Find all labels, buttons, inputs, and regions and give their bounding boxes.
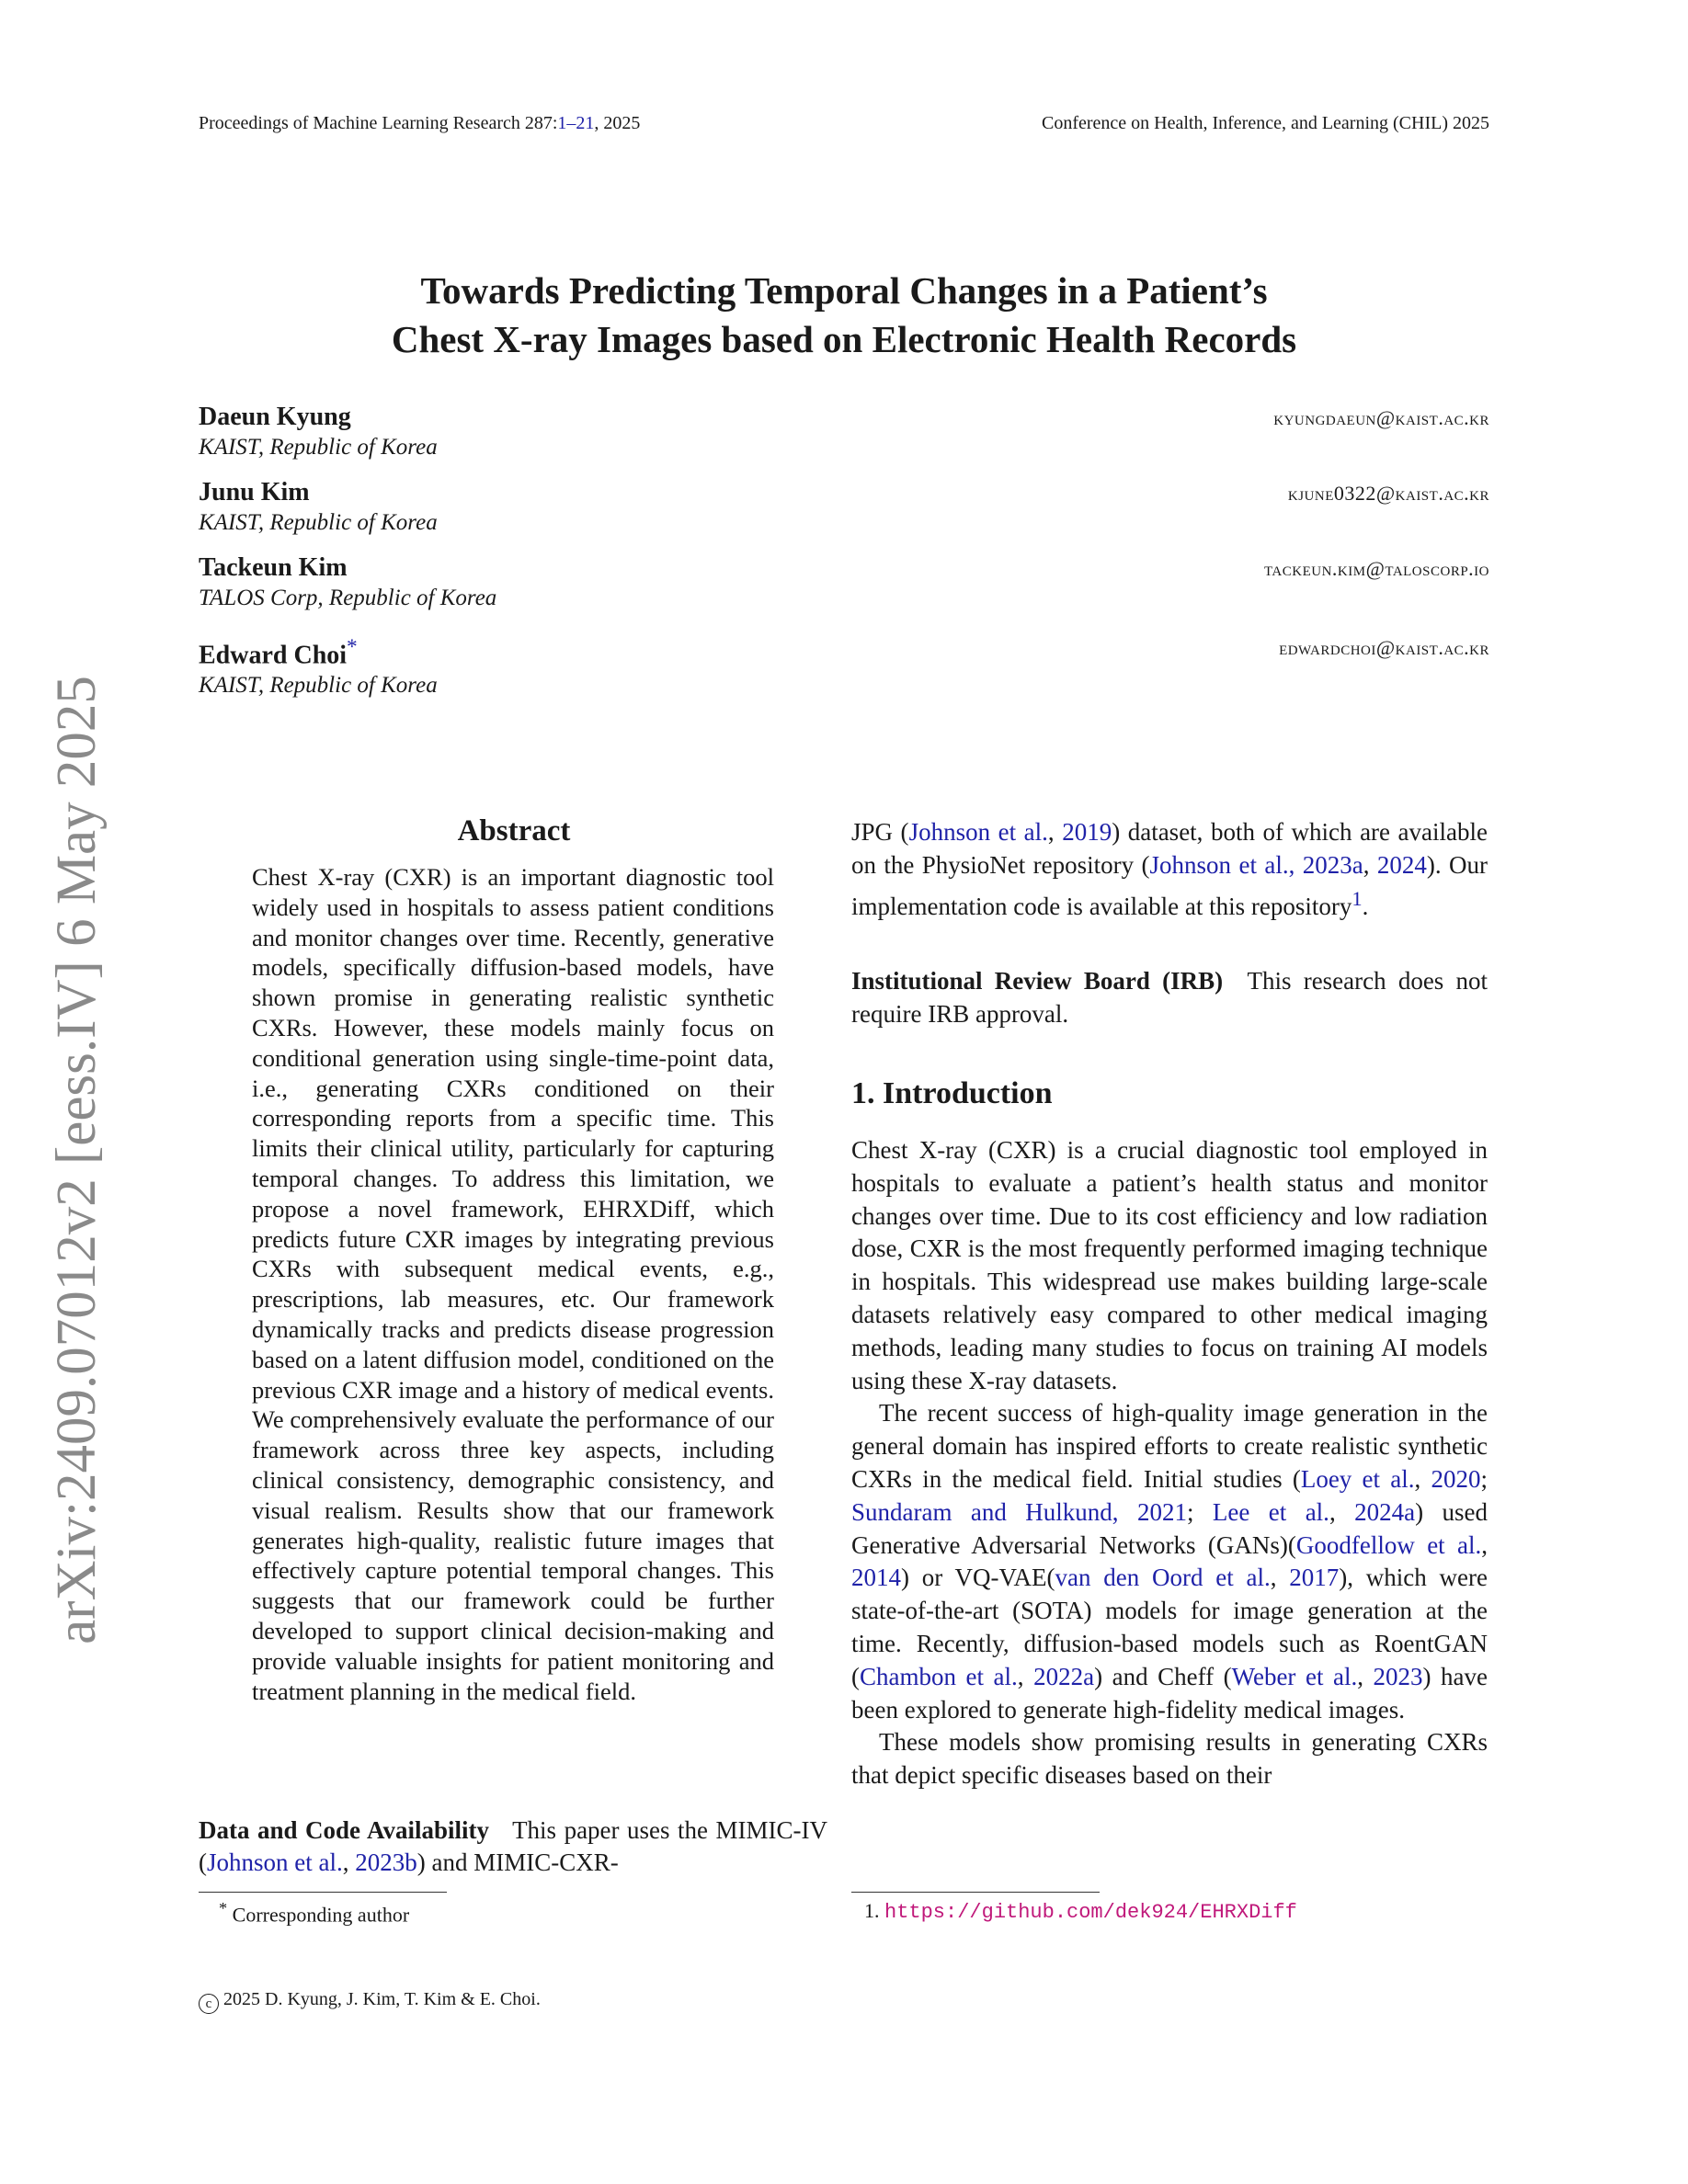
author-name: Junu Kim — [199, 478, 310, 506]
intro-paragraph-3: These models show promising results in generating CXRs that depict specific diseases based on their — [851, 1728, 1488, 1790]
citation-link[interactable]: Chambon et al. — [860, 1662, 1018, 1690]
data-code-heading: Data and Code Availability — [199, 1816, 490, 1844]
footnote-rule-right — [851, 1892, 1100, 1893]
author-affiliation: TALOS Corp, Republic of Korea — [199, 586, 497, 610]
citation-link[interactable]: 2017 — [1289, 1564, 1340, 1592]
citation-link[interactable]: Goodfellow et al. — [1295, 1530, 1482, 1559]
author-block — [199, 478, 1489, 539]
author-affiliation: KAIST, Republic of Korea — [199, 673, 438, 699]
citation-link[interactable]: 2024 — [1376, 850, 1427, 879]
citation-link[interactable]: 2019 — [1062, 818, 1112, 846]
repository-link[interactable]: https://github.com/dek924/EHRXDiff — [884, 1901, 1297, 1924]
author-name: Tackeun Kim — [199, 553, 348, 582]
citation-link[interactable]: 2023 — [1373, 1662, 1423, 1690]
citation-link[interactable]: 2023b — [355, 1848, 417, 1876]
abstract-heading: Abstract — [457, 814, 571, 847]
citation-link[interactable]: 2022a — [1033, 1662, 1095, 1690]
citation-link[interactable]: 2020 — [1431, 1464, 1481, 1493]
page-link-end[interactable]: 21 — [576, 113, 595, 133]
citation-link[interactable]: 2024a — [1354, 1497, 1416, 1526]
copyright-icon: c — [199, 1994, 219, 2014]
corresponding-mark[interactable]: * — [347, 635, 358, 659]
abstract-text: Chest X-ray (CXR) is an important diagnostic tool widely used in hospitals to assess patient conditions and monitor changes over time. Recently, generative models, specifically diffusion-based models, have shown promise in generating realistic synthetic CXRs. However, these models mainly focus on conditional generation using single-time-point data, i.e., generating CXRs conditioned on their corresponding reports from a specific time. This limits their clinical utility, particularly for capturing temporal changes. To address this limitation, we propose a novel framework, EHRXDiff, which predicts future CXR images by integrating previous CXRs with subsequent medical events, e.g., prescriptions, lab measures, etc. Our framework dynamically tracks and predicts disease progression based on a latent diffusion model, conditioned on the previous CXR image and a history of medical events. We comprehensively evaluate the performance of our framework across three key aspects, including clinical consistency, demographic consistency, and visual realism. Results show that our framework generates high-quality, realistic future images that effectively capture potential temporal changes. This suggests that our framework could be further developed to support clinical decision-making and provide valuable insights for patient monitoring and treatment planning in the medical field. — [252, 863, 774, 1705]
citation-link[interactable]: 2014 — [851, 1564, 901, 1592]
page-link-start[interactable]: 1 — [557, 113, 567, 133]
author-block — [199, 403, 1489, 463]
author-email[interactable]: kjune0322@kaist.ac.kr — [1287, 482, 1489, 505]
author-affiliation: KAIST, Republic of Korea — [199, 510, 438, 535]
footnote-rule-left — [199, 1892, 447, 1893]
copyright-notice: c 2025 D. Kyung, J. Kim, T. Kim & E. Choi. — [199, 1989, 541, 2014]
intro-paragraph-2: The recent success of high-quality image generation in the general domain has inspired efforts to create realistic synthetic CXRs in the medical field. Initial studies (Loey et al., 2020; Sundaram and Hulkund, 2021; Lee et al., 2024a) used Generative Adversarial Networks (GANs)(Goodfellow et al., 2014) or VQ-VAE(van den Oord et al., 2017), which were state-of-the-art (SOTA) models for image generation at the time. Recently, diffusion-based models such as RoentGAN (Chambon et al., 2022a) and Cheff (Weber et al., 2023) have been explored to generate high-fidelity medical images. — [851, 1399, 1488, 1723]
footnote-mark[interactable]: 1 — [1352, 886, 1363, 910]
citation-link[interactable]: 2023a — [1302, 850, 1363, 879]
data-code-continued: JPG (Johnson et al., 2019) dataset, both of which are available on the PhysioNet repository (Johnson et al., 2023a, 2024). Our implementation code is available at this repository$^1$. — [851, 818, 1488, 920]
title-line-2: Chest X-ray Images based on Electronic Health Records — [391, 318, 1297, 360]
author-name: Daeun Kyung — [199, 403, 351, 431]
citation-link[interactable]: van den Oord et al. — [1055, 1564, 1271, 1592]
author-email[interactable]: kyungdaeun@kaist.ac.kr — [1273, 406, 1489, 429]
citation-link[interactable]: Weber et al. — [1231, 1662, 1358, 1690]
citation-link[interactable]: Loey et al. — [1300, 1464, 1415, 1493]
intro-body — [851, 1134, 1488, 1792]
paper-title — [0, 267, 1688, 364]
citation-link[interactable]: Sundaram and Hulkund, — [851, 1497, 1119, 1526]
author-email[interactable]: edwardchoi@kaist.ac.kr — [1279, 636, 1489, 659]
citation-link[interactable]: Lee et al. — [1212, 1497, 1329, 1526]
author-name: Edward Choi* — [199, 635, 358, 670]
footnote-left: * Corresponding author — [219, 1899, 410, 1927]
author-block — [199, 632, 1489, 701]
intro-heading: 1. Introduction — [851, 1076, 1053, 1110]
citation-link[interactable]: Johnson et al. — [207, 1848, 343, 1876]
citation-link[interactable]: Johnson et al., — [1149, 850, 1295, 879]
author-email[interactable]: tackeun.kim@taloscorp.io — [1263, 557, 1489, 580]
citation-link[interactable]: Johnson et al. — [908, 818, 1048, 846]
arxiv-watermark: arXiv:2409.07012v2 [eess.IV] 6 May 2025 — [46, 676, 108, 1644]
running-header-left: Proceedings of Machine Learning Research 287:1–21, 2025 — [199, 113, 641, 133]
title-line-1: Towards Predicting Temporal Changes in a Patient’s — [420, 269, 1268, 312]
intro-paragraph-1: Chest X-ray (CXR) is a crucial diagnostic tool employed in hospitals to evaluate a patient’s health status and monitor changes over time. Due to its cost efficiency and low radiation dose, CXR is the most frequently performed imaging technique in hospitals. This widespread use makes building large-scale datasets relatively easy compared to other medical imaging methods, leading many studies to focus on training AI models using these X-ray datasets. — [851, 1136, 1488, 1394]
irb-statement: Institutional Review Board (IRB) This research does not require IRB approval. — [851, 967, 1488, 1028]
author-block — [199, 553, 1489, 614]
running-header-right: Conference on Health, Inference, and Learning (CHIL) 2025 — [1041, 113, 1489, 133]
irb-heading: Institutional Review Board (IRB) — [851, 967, 1224, 995]
citation-link[interactable]: 2021 — [1136, 1497, 1187, 1526]
author-affiliation: KAIST, Republic of Korea — [199, 435, 438, 460]
data-code-availability: Data and Code Availability This paper uses the MIMIC-IV (Johnson et al., 2023b) and MIMIC-CXR- — [199, 1816, 827, 1876]
footnote-right: 1. https://github.com/dek924/EHRXDiff — [864, 1899, 1297, 1924]
